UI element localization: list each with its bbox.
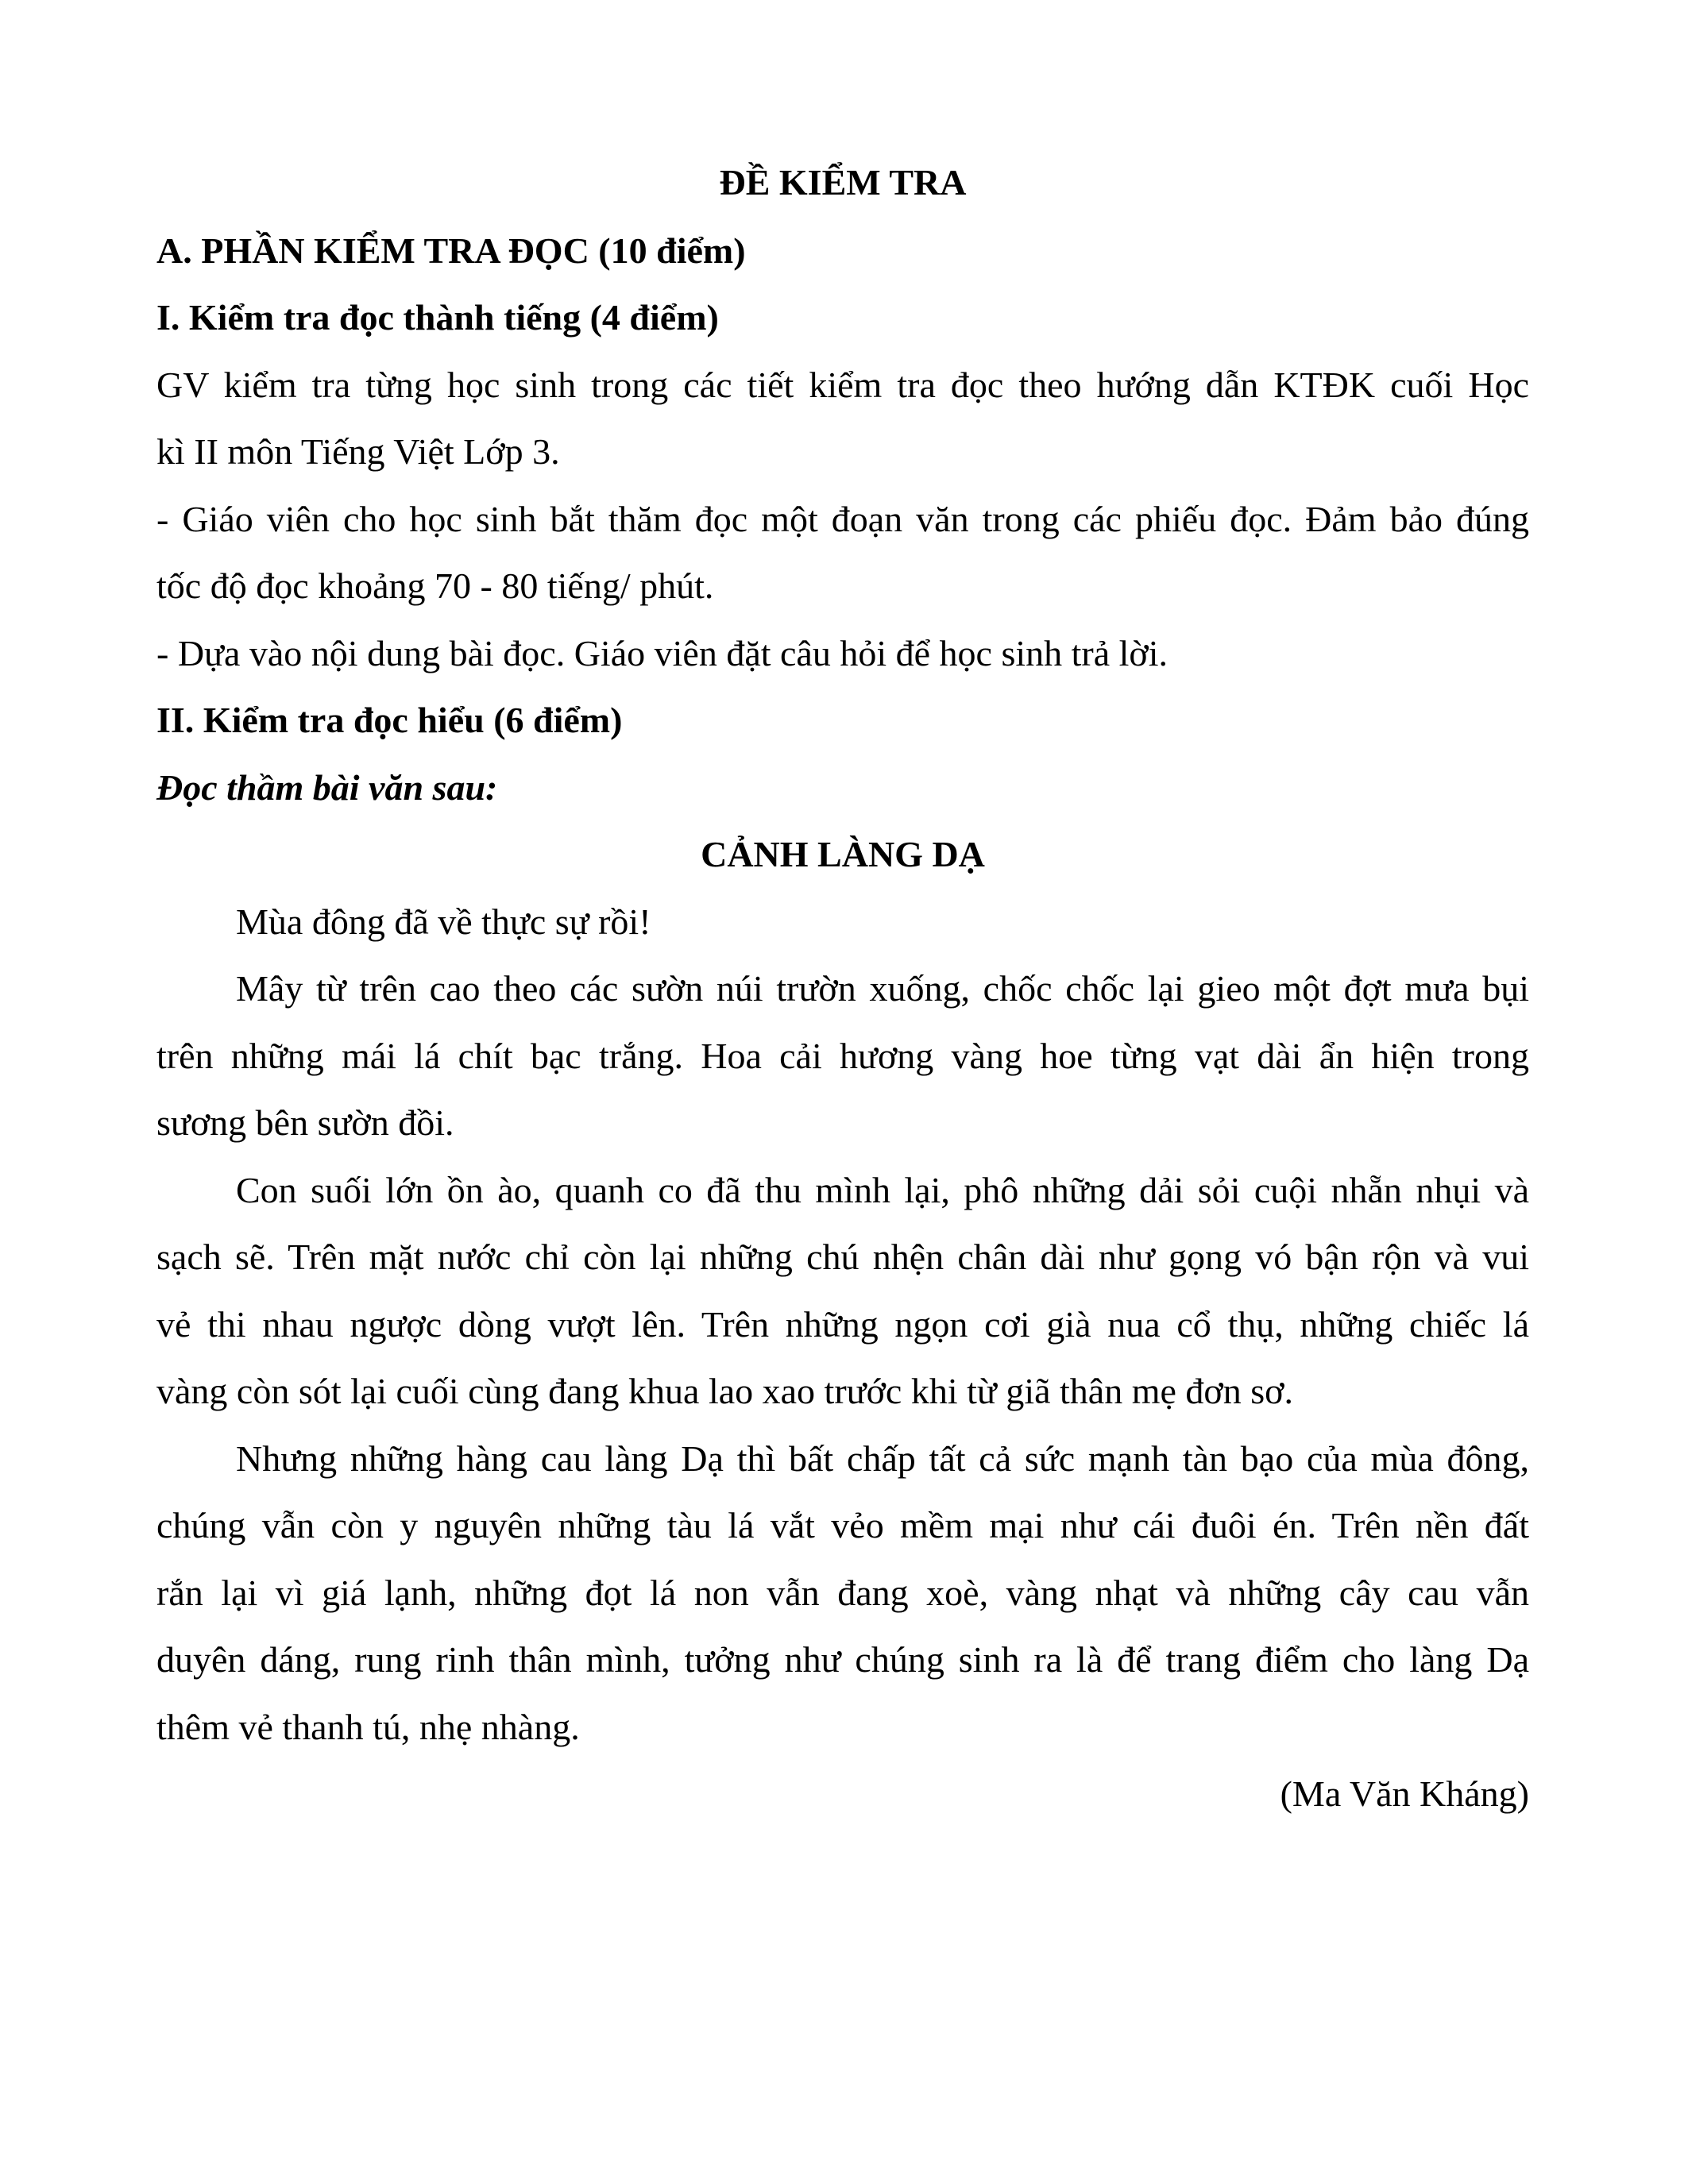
story-line: sương bên sườn đồi. [156,1102,454,1143]
author-credit: (Ma Văn Kháng) [1280,1773,1529,1814]
story-line: Nhưng những hàng cau làng Dạ thì bất chấp tất cả sức mạnh tàn bạo của mùa đông, [236,1438,1529,1479]
story-line: sạch sẽ. Trên mặt nước chỉ còn lại những chú nhện chân dài như gọng vó bận rộn và vui [156,1237,1529,1277]
instruction-line: kì II môn Tiếng Việt Lớp 3. [156,431,560,472]
section-a-heading: A. PHẦN KIỂM TRA ĐỌC (10 điểm) [156,230,746,271]
story-line: vàng còn sót lại cuối cùng đang khua lao xao trước khi từ giã thân mẹ đơn sơ. [156,1371,1293,1411]
story-title: CẢNH LÀNG DẠ [701,834,985,874]
section-ii-heading: II. Kiểm tra đọc hiểu (6 điểm) [156,700,623,740]
section-i-heading: I. Kiểm tra đọc thành tiếng (4 điểm) [156,297,719,338]
story-line: Mùa đông đã về thực sự rồi! [236,901,651,942]
story-line: vẻ thi nhau ngược dòng vượt lên. Trên những ngọn cơi già nua cổ thụ, những chiếc lá [156,1304,1529,1345]
story-line: thêm vẻ thanh tú, nhẹ nhàng. [156,1707,580,1747]
story-line: Con suối lớn ồn ào, quanh co đã thu mình lại, phô những dải sỏi cuội nhẵn nhụi và [236,1170,1529,1210]
story-line: Mây từ trên cao theo các sườn núi trườn xuống, chốc chốc lại gieo một đợt mưa bụi [236,968,1529,1009]
page-title: ĐỀ KIỂM TRA [719,162,967,203]
instruction-line: - Dựa vào nội dung bài đọc. Giáo viên đặt câu hỏi để học sinh trả lời. [156,633,1168,673]
instruction-line: - Giáo viên cho học sinh bắt thăm đọc một đoạn văn trong các phiếu đọc. Đảm bảo đúng [156,499,1529,539]
instruction-line: GV kiểm tra từng học sinh trong các tiết kiểm tra đọc theo hướng dẫn KTĐK cuối Học [156,365,1529,405]
story-line: duyên dáng, rung rinh thân mình, tưởng như chúng sinh ra là để trang điểm cho làng Dạ [156,1639,1529,1680]
instruction-line: tốc độ đọc khoảng 70 - 80 tiếng/ phút. [156,565,714,606]
reading-prompt: Đọc thầm bài văn sau: [156,767,498,808]
story-line: trên những mái lá chít bạc trắng. Hoa cải hương vàng hoe từng vạt dài ẩn hiện trong [156,1036,1529,1076]
story-line: chúng vẫn còn y nguyên những tàu lá vắt vẻo mềm mại như cái đuôi én. Trên nền đất [156,1505,1529,1545]
story-line: rắn lại vì giá lạnh, những đọt lá non vẫn đang xoè, vàng nhạt và những cây cau vẫn [156,1572,1529,1613]
